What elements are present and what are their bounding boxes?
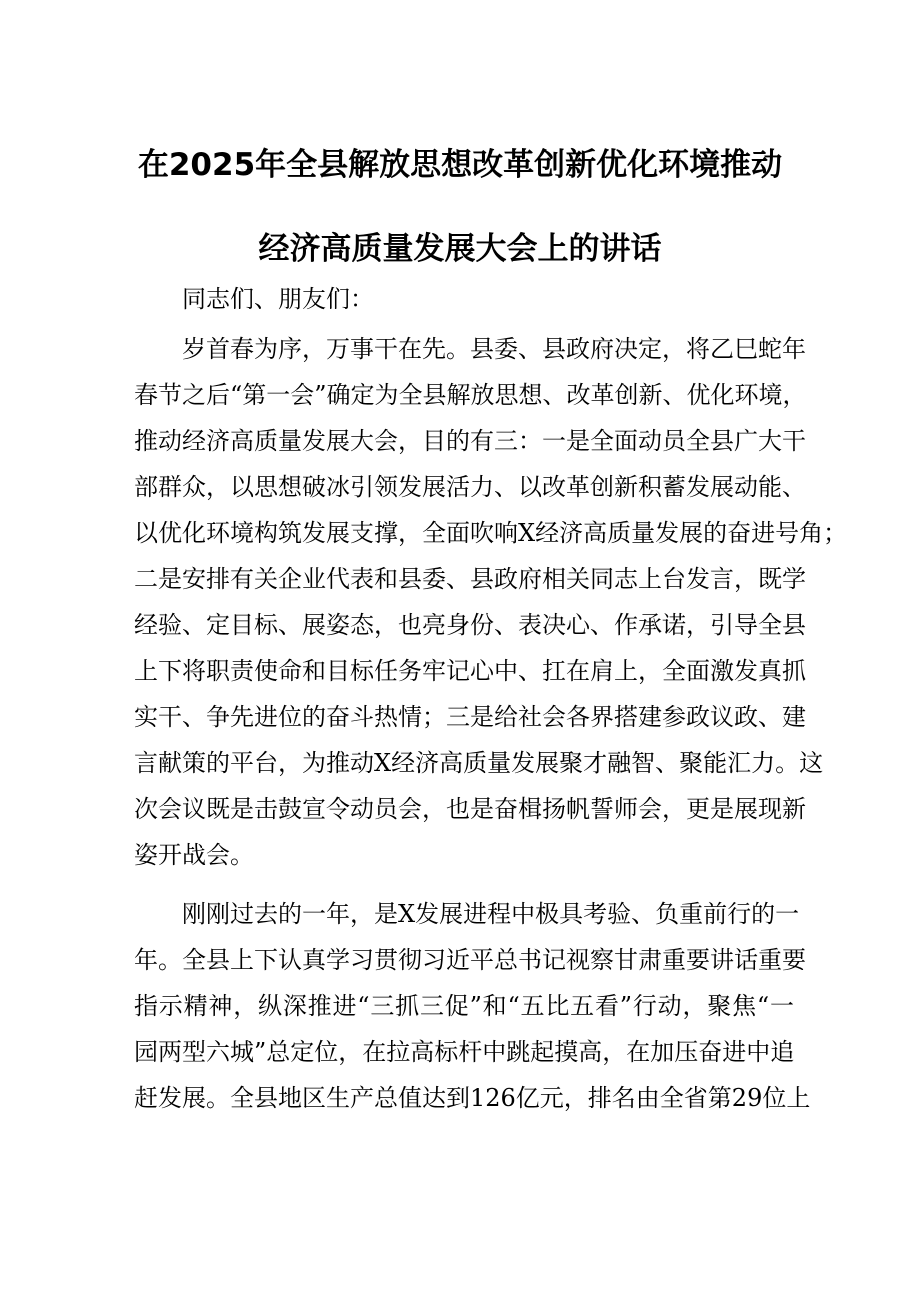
paragraph-1-line: 二是安排有关企业代表和县委、县政府相关同志上台发言，既学 — [134, 565, 806, 593]
paragraph-1-line: 实干、争先进位的奋斗热情；三是给社会各界搭建参政议政、建 — [134, 703, 806, 731]
paragraph-1-line: 言献策的平台，为推动X经济高质量发展聚才融智、聚能汇力。这 — [134, 749, 824, 777]
paragraph-2-line: 指示精神，纵深推进“三抓三促”和“五比五看”行动，聚焦“一 — [134, 992, 794, 1020]
salutation: 同志们、朋友们： — [182, 285, 374, 313]
paragraph-1-line: 以优化环境构筑发展支撑，全面吹响X经济高质量发展的奋进号角； — [134, 519, 848, 547]
paragraph-1-line: 部群众，以思想破冰引领发展活力、以改革创新积蓄发展动能、 — [134, 473, 806, 501]
paragraph-1-line: 上下将职责使命和目标任务牢记心中、扛在肩上，全面激发真抓 — [134, 657, 806, 685]
paragraph-2-line: 园两型六城”总定位，在拉高标杆中跳起摸高，在加压奋进中追 — [134, 1038, 795, 1066]
paragraph-2-line: 刚刚过去的一年，是X发展进程中极具考验、负重前行的一 — [182, 900, 800, 928]
paragraph-2-line: 赶发展。全县地区生产总值达到126亿元，排名由全省第29位上 — [134, 1084, 811, 1112]
paragraph-1-line: 经验、定目标、展姿态，也亮身份、表决心、作承诺，引导全县 — [134, 611, 806, 639]
paragraph-1-line: 推动经济高质量发展大会，目的有三：一是全面动员全县广大干 — [134, 427, 806, 455]
paragraph-1-line: 姿开战会。 — [134, 841, 254, 869]
paragraph-1-line: 春节之后“第一会”确定为全县解放思想、改革创新、优化环境， — [134, 381, 807, 409]
paragraph-1-line: 次会议既是击鼓宣令动员会，也是奋楫扬帆誓师会，更是展现新 — [134, 795, 806, 823]
document-title-line-1: 在2025年全县解放思想改革创新优化环境推动 — [137, 147, 783, 183]
paragraph-1-line: 岁首春为序，万事干在先。县委、县政府决定，将乙巳蛇年 — [182, 335, 806, 363]
paragraph-2-line: 年。全县上下认真学习贯彻习近平总书记视察甘肃重要讲话重要 — [134, 946, 806, 974]
document-title-line-2: 经济高质量发展大会上的讲话 — [258, 231, 662, 267]
